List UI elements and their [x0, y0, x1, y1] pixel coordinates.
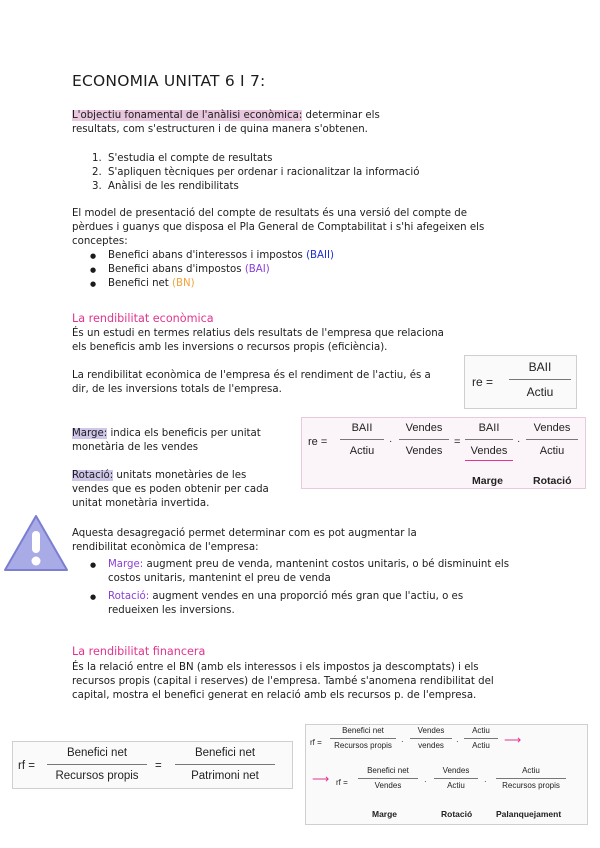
financera-paragraph [72, 661, 552, 703]
rf2-lhs-2: rf = [336, 778, 348, 787]
concepts-list [88, 249, 334, 291]
section-heading-financera: La rendibilitat financera [72, 645, 206, 658]
fraction-denominator: Actiu [526, 385, 554, 399]
warning-paragraph [72, 527, 542, 555]
economica-intro [72, 327, 542, 355]
multiply-dot: · [517, 436, 521, 447]
arrow-right-icon: ⟶ [504, 733, 522, 747]
decomp-fraction-3: BAII Vendes [465, 421, 513, 461]
fraction-numerator: BAII [528, 360, 552, 374]
def-line2: dir, de les inversions totals de l'empresa. [72, 384, 282, 395]
intro-paragraph [72, 109, 527, 137]
list-item: 1. S'estudia el compte de resultats [92, 153, 273, 164]
arrow-right-icon: ⟶ [312, 772, 330, 786]
label-rotacio: Rotació [441, 809, 473, 819]
financera-line1: És la relació entre el BN (amb els interessos i els impostos ja descomptats) i els [72, 662, 479, 673]
decomp-fraction-4: Vendes Actiu [526, 421, 578, 458]
model-line2: pèrdues i guanys que disposa el Pla General de Comptabilitat i s'hi afegeixen els [72, 222, 485, 233]
economica-line2: els beneficis amb les inversions o recursos propis (eficiència). [72, 342, 388, 353]
label-palanquejament: Palanquejament [496, 809, 562, 819]
list-item: 3. Anàlisi de les rendibilitats [92, 181, 239, 192]
list-item: ● Rotació: augment vendes en una proporció més gran que l'actiu, o es redueixen les inversions. [88, 590, 548, 618]
rf2-row2-fraction-2: Vendes Actiu [434, 766, 478, 791]
rf2-row1-fraction-3: Actiu Actiu [464, 726, 498, 751]
rf2-lhs-1: rf = [310, 738, 322, 747]
intro-highlight: L'objectiu fonamental de l'anàlisi econòmica: [72, 110, 303, 121]
equals-sign: = [155, 760, 162, 772]
fraction-bar [509, 379, 571, 380]
warn-line1: Aquesta desagregació permet determinar com es pot augmentar la [72, 528, 417, 539]
marge-line2: monetària de les vendes [72, 442, 199, 453]
marge-rest: indica els beneficis per unitat [107, 428, 261, 439]
economica-line1: És un estudi en termes relatius dels resultats de l'empresa que relaciona [72, 328, 444, 339]
label-marge: Marge [472, 475, 503, 487]
steps-list [92, 152, 419, 194]
decomp-fraction-2: Vendes Vendes [399, 421, 449, 458]
rf-formula-box [12, 741, 293, 789]
section-heading-economica: La rendibilitat econòmica [72, 312, 214, 325]
rf-lhs: rf = [18, 760, 35, 772]
marge-highlight: Marge: [72, 428, 108, 439]
rf-fraction-1: Benefici net Recursos propis [47, 746, 147, 783]
re-lhs: re = [472, 375, 494, 389]
financera-line3: capital, mostra el benefici generat en relació amb els recursos p. de l'empresa. [72, 690, 477, 701]
economica-definition [72, 369, 457, 397]
re-decomposition-box [301, 417, 586, 489]
financera-line2: recursos propis (capital i reserves) de l'empresa. També s'anomena rendibilitat del [72, 676, 494, 687]
warning-list [88, 558, 548, 618]
rf2-row1-fraction-2: Vendes vendes [410, 726, 452, 751]
rf2-row2-fraction-3: Actiu Recursos propis [496, 766, 566, 791]
list-item: 2. S'apliquen tècniques per ordenar i racionalitzar la informació [92, 167, 420, 178]
decomp-lhs: re = [308, 436, 328, 448]
rotacio-rest: unitats monetàries de les [113, 470, 247, 481]
warn-line2: rendibilitat econòmica de l'empresa: [72, 542, 259, 553]
intro-line2: resultats, com s'estructuren i de quina manera s'obtenen. [72, 124, 368, 135]
list-item: ● Benefici net (BN) [88, 277, 334, 291]
re-fraction [509, 360, 571, 399]
list-item: ● Benefici abans d'impostos (BAI) [88, 263, 334, 277]
rf2-row2-fraction-1: Benefici net Vendes [358, 766, 418, 791]
multiply-dot: · [484, 777, 487, 786]
model-line3: conceptes: [72, 236, 128, 247]
rf-decomposition-box [305, 724, 588, 825]
list-item: ● Benefici abans d'interessos i impostos (BAII) [88, 249, 334, 263]
multiply-dot: · [389, 436, 393, 447]
rotacio-line3: unitat monetària invertida. [72, 498, 210, 509]
decomp-fraction-1: BAII Actiu [340, 421, 384, 458]
rotacio-line2: vendes que es poden obtenir per cada [72, 484, 269, 495]
re-formula-box [464, 355, 577, 409]
rf-fraction-2: Benefici net Patrimoni net [175, 746, 275, 783]
model-paragraph [72, 207, 542, 249]
marge-definition [72, 427, 292, 455]
multiply-dot: · [456, 737, 459, 746]
rotacio-definition [72, 469, 292, 511]
intro-rest: determinar els [302, 110, 380, 121]
equals-sign: = [454, 436, 461, 448]
multiply-dot: · [424, 777, 427, 786]
warning-icon [3, 514, 69, 572]
model-line1: El model de presentació del compte de resultats és una versió del compte de [72, 208, 467, 219]
rotacio-highlight: Rotació: [72, 470, 114, 481]
label-marge: Marge [372, 809, 398, 819]
multiply-dot: · [401, 737, 404, 746]
page-title: ECONOMIA UNITAT 6 I 7: [72, 72, 266, 90]
def-line1: La rendibilitat econòmica de l'empresa és el rendiment de l'actiu, és a [72, 370, 431, 381]
list-item: ● Marge: augment preu de venda, mantenint costos unitaris, o bé disminuint els costos unitaris, mantenint el preu de venda [88, 558, 548, 586]
label-rotacio: Rotació [533, 475, 572, 487]
rf2-row1-fraction-1: Benefici net Recursos propis [330, 726, 396, 751]
